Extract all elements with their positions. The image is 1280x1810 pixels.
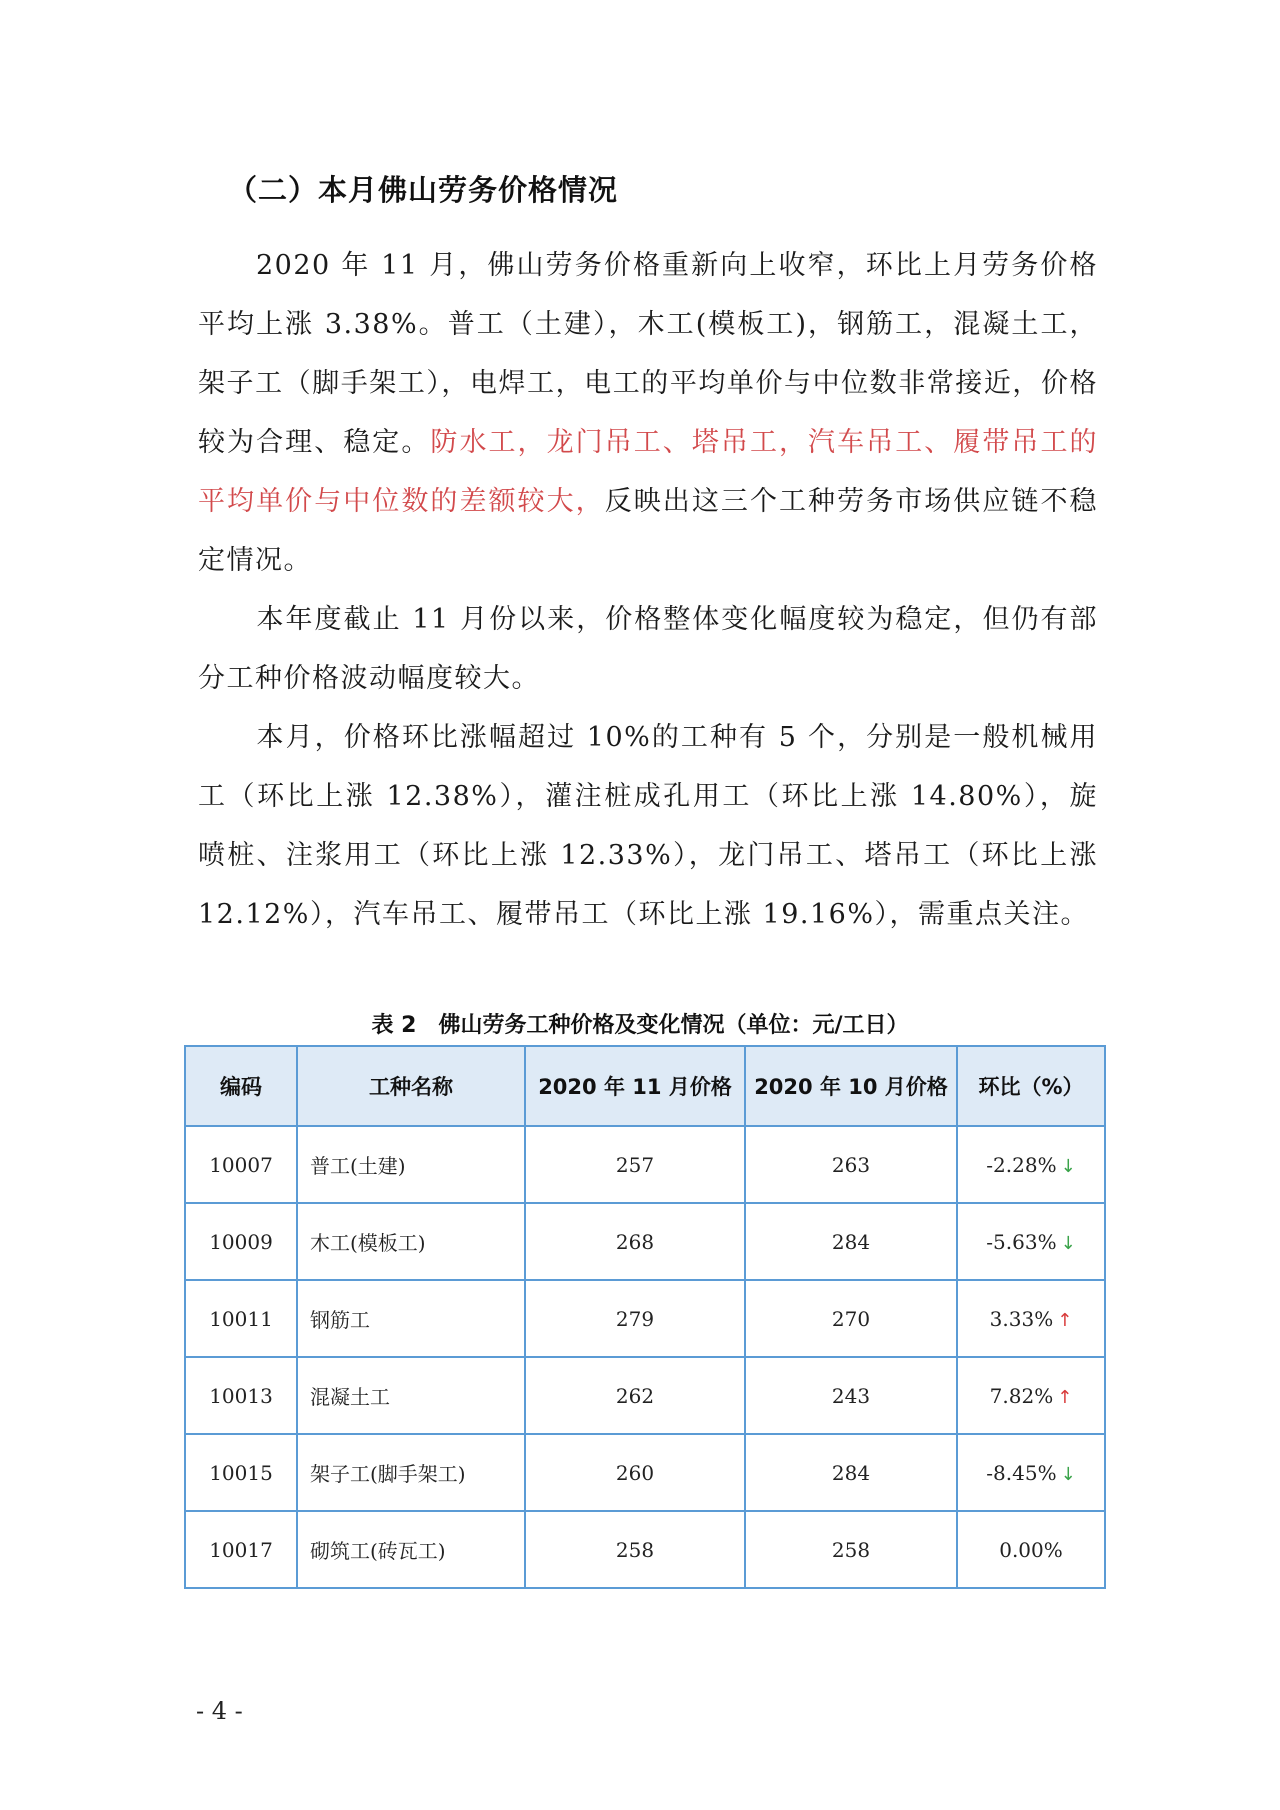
cell-change	[957, 1511, 1105, 1588]
table-header-row	[185, 1046, 1105, 1126]
cell-change	[957, 1280, 1105, 1357]
cell-code: 10009	[185, 1203, 297, 1280]
table-row	[185, 1280, 1105, 1357]
change-value: 7.82%	[989, 1383, 1054, 1408]
cell-change	[957, 1357, 1105, 1434]
cell-name: 架子工(脚手架工)	[297, 1434, 525, 1511]
page-number: - 4 -	[196, 1697, 243, 1725]
table-row	[185, 1434, 1105, 1511]
header-name: 工种名称	[297, 1046, 525, 1126]
table-caption-number: 表 2	[371, 1013, 417, 1038]
cell-change	[957, 1126, 1105, 1203]
table-caption-text: 佛山劳务工种价格及变化情况（单位：元/工日）	[438, 1013, 909, 1038]
cell-oct-price: 258	[745, 1511, 957, 1588]
table-row	[185, 1511, 1105, 1588]
paragraph-highlight-text: 防水工，龙门吊工、塔吊工，汽车吊工、履带吊工的平均单价与中位数的差额较大，	[198, 427, 1099, 517]
header-oct-price: 2020 年 10 月价格	[745, 1046, 957, 1126]
arrow-up-icon: ↑	[1057, 1309, 1073, 1331]
header-nov-price: 2020 年 11 月价格	[525, 1046, 745, 1126]
cell-nov-price: 262	[525, 1357, 745, 1434]
cell-oct-price: 284	[745, 1203, 957, 1280]
cell-name: 砌筑工(砖瓦工)	[297, 1511, 525, 1588]
arrow-up-icon: ↑	[1057, 1386, 1073, 1408]
cell-name: 普工(土建)	[297, 1126, 525, 1203]
cell-change	[957, 1434, 1105, 1511]
change-value: 0.00%	[999, 1537, 1063, 1562]
cell-name: 木工(模板工)	[297, 1203, 525, 1280]
cell-name: 混凝土工	[297, 1357, 525, 1434]
cell-code: 10015	[185, 1434, 297, 1511]
cell-nov-price: 279	[525, 1280, 745, 1357]
paragraph-annual-text: 本年度截止 11 月份以来，价格整体变化幅度较为稳定，但仍有部分工种价格波动幅度较大。	[198, 604, 1098, 694]
cell-oct-price: 284	[745, 1434, 957, 1511]
paragraph-summary-tail: 反映出这三个工种劳务市场供应链不稳定情况。	[198, 486, 1099, 576]
table-row	[185, 1357, 1105, 1434]
section-heading: （二）本月佛山劳务价格情况	[228, 173, 619, 207]
cell-nov-price: 258	[525, 1511, 745, 1588]
arrow-down-icon: ↓	[1060, 1155, 1076, 1177]
header-change: 环比（%）	[957, 1046, 1105, 1126]
cell-code: 10007	[185, 1126, 297, 1203]
cell-nov-price: 268	[525, 1203, 745, 1280]
table-row	[185, 1203, 1105, 1280]
arrow-down-icon: ↓	[1060, 1463, 1076, 1485]
cell-oct-price: 263	[745, 1126, 957, 1203]
change-value: -5.63%	[986, 1229, 1057, 1254]
table-caption	[0, 1008, 1280, 1039]
change-value: -8.45%	[986, 1460, 1057, 1485]
cell-code: 10013	[185, 1357, 297, 1434]
cell-oct-price: 270	[745, 1280, 957, 1357]
change-value: 3.33%	[989, 1306, 1054, 1331]
cell-code: 10011	[185, 1280, 297, 1357]
table-row	[185, 1126, 1105, 1203]
header-code: 编码	[185, 1046, 297, 1126]
cell-oct-price: 243	[745, 1357, 957, 1434]
cell-nov-price: 260	[525, 1434, 745, 1511]
price-table	[184, 1045, 1106, 1589]
arrow-down-icon: ↓	[1060, 1232, 1076, 1254]
paragraph-increases-text: 本月，价格环比涨幅超过 10%的工种有 5 个，分别是一般机械用工（环比上涨 12.38%），灌注桩成孔用工（环比上涨 14.80%），旋喷桩、注浆用工（环比上涨 12.33%），龙门吊工、塔吊工（环比上涨 12.12%），汽车吊工、履带吊工（环比上涨 19.16%），需重点关注。	[198, 722, 1098, 930]
paragraph-annual	[198, 590, 1098, 708]
paragraph-summary-text: 2020 年 11 月，佛山劳务价格重新向上收窄，环比上月劳务价格平均上涨 3.38%。普工（土建），木工(模板工)，钢筋工，混凝土工，架子工（脚手架工），电焊工，电工的平均单价与中位数非常接近，价格较为合理、稳定。	[198, 250, 1098, 458]
cell-change	[957, 1203, 1105, 1280]
change-value: -2.28%	[986, 1152, 1057, 1177]
paragraph-summary	[198, 236, 1098, 590]
cell-nov-price: 257	[525, 1126, 745, 1203]
cell-name: 钢筋工	[297, 1280, 525, 1357]
paragraph-increases	[198, 708, 1098, 944]
cell-code: 10017	[185, 1511, 297, 1588]
